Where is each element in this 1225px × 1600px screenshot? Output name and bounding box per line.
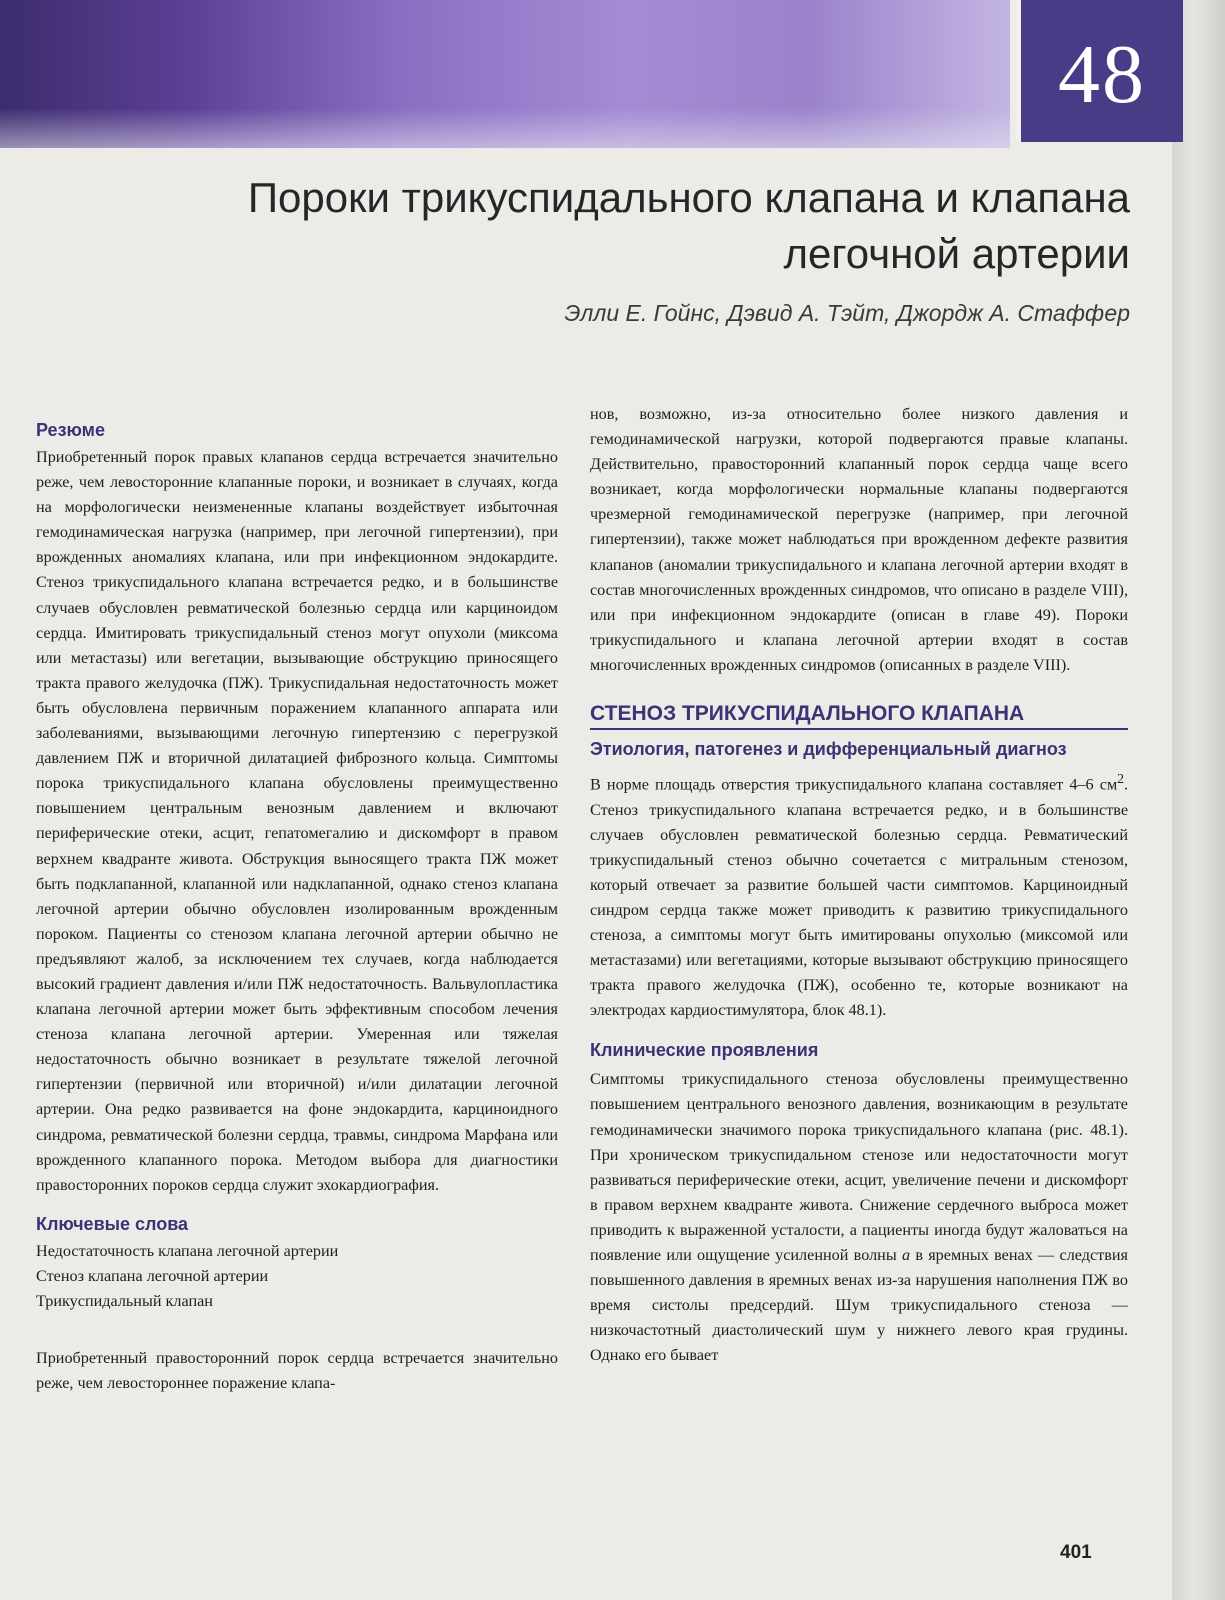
- summary-heading: Резюме: [36, 420, 105, 440]
- clinical-text-part: в яремных венах — следствия повышенного давления в яремных венах из-за нарушения наполнения ПЖ во время систолы предсердий. Шум трикуспидального стеноза — низкочастотный диастолический шум у нижнего левого края грудины. Однако его бывает: [590, 1246, 1128, 1365]
- right-column: [590, 402, 1128, 1368]
- page-number: 401: [1060, 1542, 1092, 1563]
- clinical-text-part: Симптомы трикуспидального стеноза обусловлены преимущественно повышением центрального венозного давления, возникающим в результате гемодинамически значимого порока трикуспидального клапана (рис. 48.1). При хроническом трикуспидальном стенозе или недостаточности могут развиваться периферические отеки, асцит, увеличение печени и дискомфорт в правом верхнем квадранте живота. Снижение сердечного выброса может приводить к выраженной усталости, а пациенты иногда будут жаловаться на появление или ощущение усиленной волны: [590, 1070, 1128, 1265]
- intro-paragraph-continued: нов, возможно, из-за относительно более низкого давления и гемодинамической нагрузки, которой подвергаются правые клапаны. Действительно, правосторонний клапанный порок сердца чаще всего возникает, когда морфологически нормальные клапаны подвергаются чрезмерной гемодинамической перегрузке (например, при легочной гипертензии), также может наблюдаться при врожденном дефекте развития клапанов (аномалии трикуспидального и клапана легочной артерии входят в состав многочисленных врожденных синдромов, что описано в разделе VIII), или при инфекционном эндокардите (описан в главе 49). Пороки трикуспидального и клапана легочной артерии входят в состав многочисленных врожденных синдромов (описанных в разделе VIII).: [590, 405, 1128, 674]
- subsection-heading-etiology: Этиология, патогенез и дифференциальный диагноз: [590, 739, 1067, 760]
- keyword-item: Трикуспидальный клапан: [36, 1291, 213, 1310]
- left-column: [36, 420, 558, 1396]
- etiology-text-part: В норме площадь отверстия трикуспидального клапана составляет 4–6 см: [590, 775, 1118, 794]
- page-edge-shadow: [1172, 0, 1225, 1600]
- intro-paragraph-start: Приобретенный правосторонний порок сердца встречается значительно реже, чем левостороннее поражение клапа-: [36, 1348, 558, 1392]
- chapter-number: 48: [1058, 27, 1146, 121]
- etiology-text-part: . Стеноз трикуспидального клапана встречается редко, и в большинстве случаев обусловлен ревматической болезнью сердца. Ревматический трикуспидальный стеноз обычно сочетается с митральным стенозом, который отвечает за развитие большей части симптомов. Карциноидный синдром сердца также может приводить к развитию трикуспидального стеноза, а симптомы могут быть имитированы опухолью (миксомой или метастазами) или вегетациями, которые вызывают обструкцию приносящего тракта правого желудочка (ПЖ), особенно те, которые возникают на электродах кардиостимулятора, блок 48.1).: [590, 775, 1128, 1020]
- chapter-title-line-2: легочной артерии: [783, 230, 1130, 277]
- clinical-text: [590, 1067, 1128, 1368]
- chapter-authors: Элли Е. Гойнс, Дэвид А. Тэйт, Джордж А. Стаффер: [564, 300, 1130, 326]
- keywords-heading: Ключевые слова: [36, 1213, 189, 1234]
- chapter-title: [120, 170, 1130, 282]
- italic-wave-letter: a: [901, 1246, 911, 1265]
- section-heading: СТЕНОЗ ТРИКУСПИДАЛЬНОГО КЛАПАНА: [590, 702, 1128, 730]
- keywords-list: [36, 1239, 558, 1314]
- keyword-item: Недостаточность клапана легочной артерии: [36, 1241, 339, 1260]
- summary-text: Приобретенный порок правых клапанов сердца встречается значительно реже, чем левосторонние клапанные пороки, и возникает в случаях, когда на морфологически неизмененные клапаны воздействует избыточная гемодинамическая нагрузка (например, при легочной гипертензии), при врожденных аномалиях клапана, или при инфекционном эндокардите. Стеноз трикуспидального клапана встречается редко, и в большинстве случаев обусловлен ревматической болезнью сердца или карциноидом сердца. Имитировать трикуспидальный стеноз могут опухоли (миксома или метастазы) или вегетации, вызывающие обструкцию приносящего тракта правого желудочка (ПЖ). Трикуспидальная недостаточность может быть обусловлена первичным поражением клапанного аппарата или заболеваниями, вызывающими легочную гипертензию с перегрузкой давлением ПЖ и вторичной дилатацией фиброзного кольца. Симптомы порока трикуспидального клапана обусловлены преимущественно повышением центральным венозным давлением и включают периферические отеки, асцит, гепатомегалию и дискомфорт в правом верхнем квадранте живота. Обструкция выносящего тракта ПЖ может быть подклапанной, клапанной или надклапанной, однако стеноз клапана легочной артерии обычно обусловлен изолированным врожденным пороком. Пациенты со стенозом клапана легочной артерии обычно не предъявляют жалоб, за исключением тех случаев, когда наблюдается высокий градиент давления и/или ПЖ недостаточность. Вальвулопластика клапана легочной артерии может быть эффективным способом лечения стеноза клапана легочной артерии. Умеренная или тяжелая недостаточность обычно возникает в результате тяжелой легочной гипертензии (первичной или вторичной) и/или дилатации легочной артерии. Она редко развивается на фоне эндокардита, карциноидного синдрома, ревматической болезни сердца, травмы, синдрома Марфана или врожденного клапанного порока. Методом выбора для диагностики правосторонних пороков сердца служит эхокардиография.: [36, 448, 558, 1194]
- chapter-title-line-1: Пороки трикуспидального клапана и клапана: [247, 174, 1130, 221]
- keyword-item: Стеноз клапана легочной артерии: [36, 1266, 269, 1285]
- superscript: 2: [1117, 771, 1124, 787]
- subsection-heading-clinical: Клинические проявления: [590, 1040, 819, 1061]
- chapter-header-band: [0, 0, 1010, 148]
- chapter-number-box: [1016, 0, 1183, 142]
- etiology-text: [590, 766, 1128, 1023]
